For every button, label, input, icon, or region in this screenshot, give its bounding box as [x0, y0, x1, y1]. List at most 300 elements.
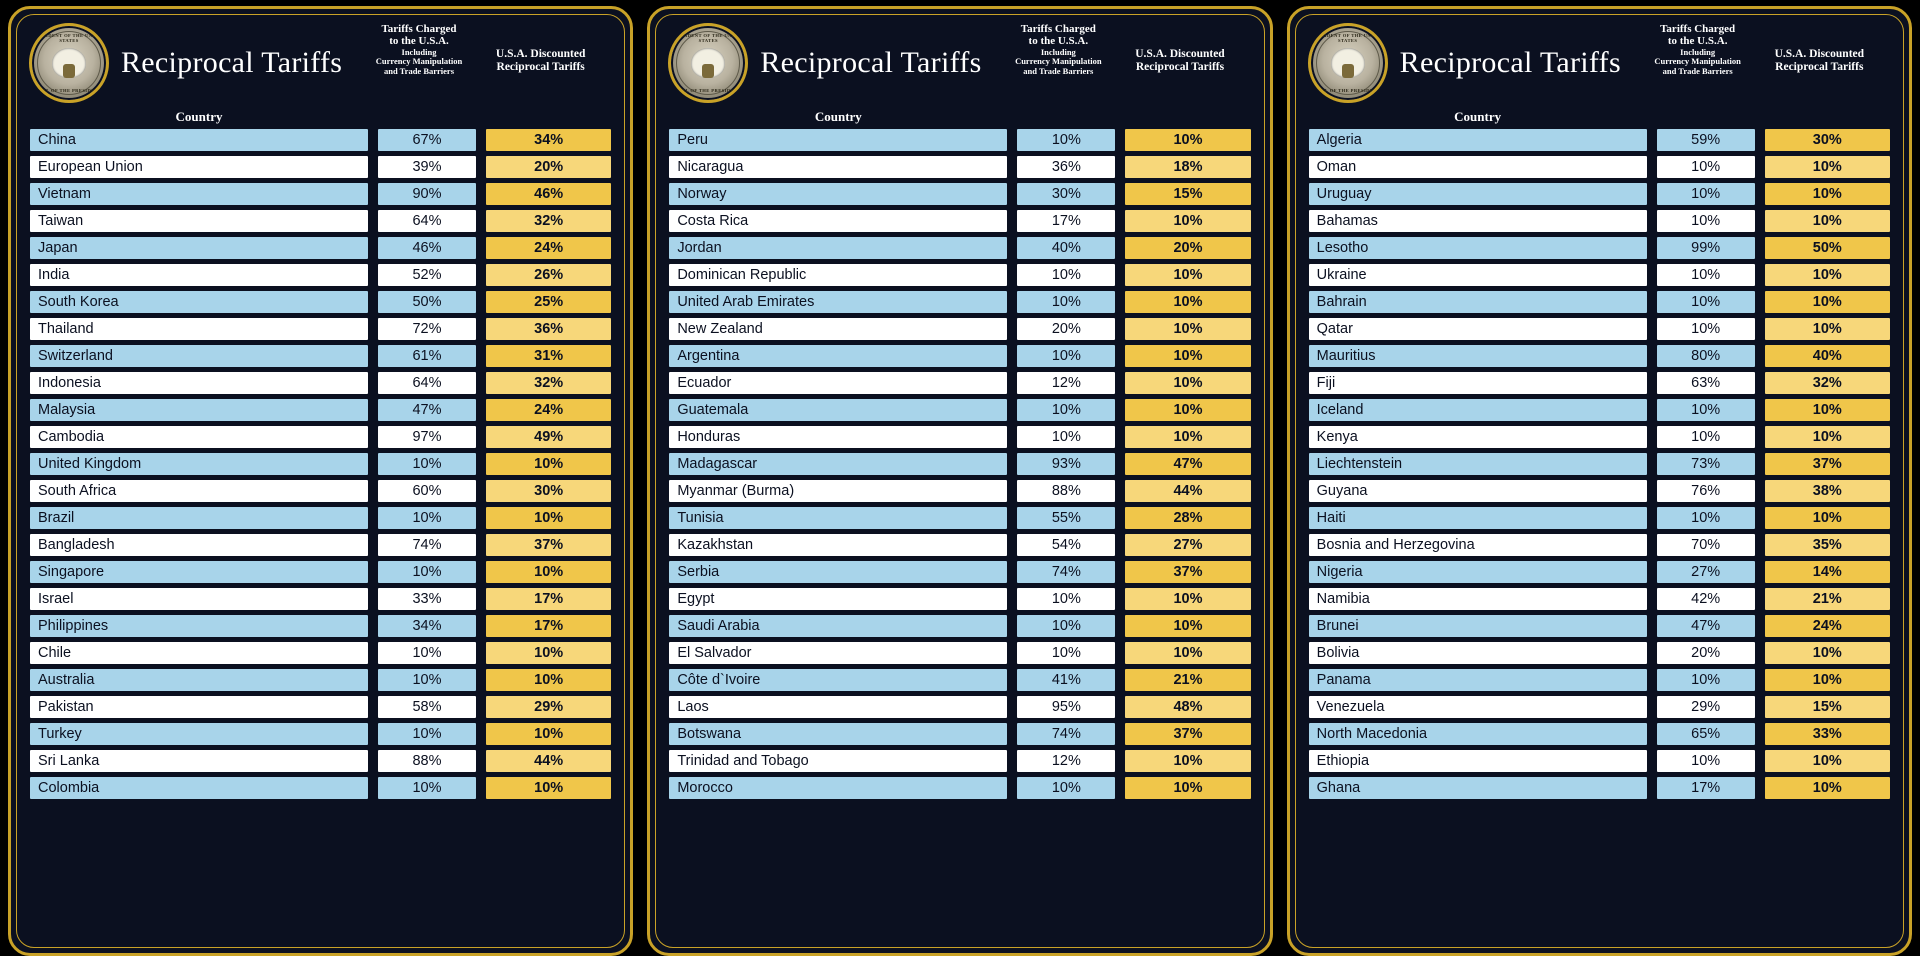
table-row	[29, 452, 612, 476]
table-row	[1308, 317, 1891, 341]
column-headers	[1648, 23, 1891, 80]
table-row	[668, 209, 1251, 233]
discount-cell: 10%	[1764, 317, 1891, 341]
tariff-cell: 33%	[377, 587, 477, 611]
country-cell: Sri Lanka	[29, 749, 369, 773]
tariff-table-2	[668, 128, 1251, 800]
table-row	[1308, 155, 1891, 179]
discount-cell: 15%	[1764, 695, 1891, 719]
country-cell: Brunei	[1308, 614, 1648, 638]
discount-cell: 30%	[485, 479, 612, 503]
country-cell: Jordan	[668, 236, 1008, 260]
table-row	[1308, 263, 1891, 287]
table-row	[668, 290, 1251, 314]
tariff-cell: 65%	[1656, 722, 1756, 746]
tariff-cell: 17%	[1016, 209, 1116, 233]
tariff-cell: 73%	[1656, 452, 1756, 476]
tariff-cell: 34%	[377, 614, 477, 638]
tariff-cell: 10%	[1656, 749, 1756, 773]
tariff-cell: 42%	[1656, 587, 1756, 611]
country-cell: South Africa	[29, 479, 369, 503]
country-cell: Dominican Republic	[668, 263, 1008, 287]
discount-cell: 33%	[1764, 722, 1891, 746]
country-cell: Chile	[29, 641, 369, 665]
table-row	[668, 344, 1251, 368]
country-cell: Algeria	[1308, 128, 1648, 152]
table-row	[1308, 533, 1891, 557]
country-cell: Philippines	[29, 614, 369, 638]
country-cell: Japan	[29, 236, 369, 260]
discount-cell: 37%	[1764, 452, 1891, 476]
tariff-cell: 10%	[1016, 587, 1116, 611]
table-row	[1308, 668, 1891, 692]
column-header-tariffs-charged	[369, 23, 469, 78]
table-row	[29, 668, 612, 692]
tariff-cell: 10%	[1016, 290, 1116, 314]
discount-cell: 37%	[485, 533, 612, 557]
discount-cell: 27%	[1124, 533, 1251, 557]
country-cell: Fiji	[1308, 371, 1648, 395]
table-row	[1308, 506, 1891, 530]
discount-cell: 50%	[1764, 236, 1891, 260]
country-cell: Qatar	[1308, 317, 1648, 341]
country-cell: Iceland	[1308, 398, 1648, 422]
tariff-cell: 10%	[377, 641, 477, 665]
country-cell: Norway	[668, 182, 1008, 206]
discount-cell: 10%	[1124, 587, 1251, 611]
country-cell: Bosnia and Herzegovina	[1308, 533, 1648, 557]
discount-cell: 28%	[1124, 506, 1251, 530]
country-cell: Indonesia	[29, 371, 369, 395]
table-row	[668, 533, 1251, 557]
discount-cell: 21%	[1124, 668, 1251, 692]
table-row	[1308, 182, 1891, 206]
discount-cell: 49%	[485, 425, 612, 449]
country-cell: Vietnam	[29, 182, 369, 206]
table-row	[668, 749, 1251, 773]
discount-cell: 10%	[1124, 749, 1251, 773]
country-cell: Côte d`Ivoire	[668, 668, 1008, 692]
tariff-cell: 41%	[1016, 668, 1116, 692]
table-row	[668, 776, 1251, 800]
table-row	[1308, 749, 1891, 773]
country-cell: United Arab Emirates	[668, 290, 1008, 314]
tariff-cell: 67%	[377, 128, 477, 152]
country-cell: Ecuador	[668, 371, 1008, 395]
discount-cell: 38%	[1764, 479, 1891, 503]
tariff-cell: 10%	[1016, 425, 1116, 449]
tariff-cell: 10%	[1016, 128, 1116, 152]
table-row	[668, 452, 1251, 476]
country-cell: Brazil	[29, 506, 369, 530]
discount-cell: 10%	[1764, 209, 1891, 233]
discount-cell: 47%	[1124, 452, 1251, 476]
discount-cell: 24%	[1764, 614, 1891, 638]
discount-cell: 21%	[1764, 587, 1891, 611]
tariff-cell: 27%	[1656, 560, 1756, 584]
discount-cell: 10%	[1124, 614, 1251, 638]
tariff-cell: 72%	[377, 317, 477, 341]
column-header-discounted-tariffs	[1108, 48, 1251, 78]
table-row	[1308, 560, 1891, 584]
table-row	[29, 128, 612, 152]
country-cell: Bahrain	[1308, 290, 1648, 314]
table-row	[29, 641, 612, 665]
tariff-cell: 29%	[1656, 695, 1756, 719]
table-row	[1308, 398, 1891, 422]
tariff-cell: 10%	[1656, 263, 1756, 287]
table-row	[29, 749, 612, 773]
tariff-cell: 74%	[1016, 560, 1116, 584]
seal-bottom-text: SEAL OF THE PRESIDENT	[36, 88, 102, 93]
country-cell: Taiwan	[29, 209, 369, 233]
tariff-cell: 10%	[377, 452, 477, 476]
table-row	[668, 722, 1251, 746]
page-title: Reciprocal Tariffs	[760, 46, 982, 79]
discount-cell: 32%	[485, 371, 612, 395]
tariff-cell: 10%	[377, 776, 477, 800]
table-row	[29, 695, 612, 719]
tariff-cell: 63%	[1656, 371, 1756, 395]
page-title: Reciprocal Tariffs	[1399, 46, 1621, 79]
tariff-header-line1: Tariffs Charged	[1020, 23, 1096, 35]
table-row	[668, 560, 1251, 584]
table-row	[668, 506, 1251, 530]
discount-cell: 20%	[1124, 236, 1251, 260]
country-cell: Costa Rica	[668, 209, 1008, 233]
seal-top-text: PRESIDENT OF THE UNITED STATES	[32, 33, 106, 43]
country-cell: Trinidad and Tobago	[668, 749, 1008, 773]
tariff-cell: 20%	[1656, 641, 1756, 665]
tariff-cell: 10%	[1016, 776, 1116, 800]
discount-cell: 10%	[1124, 344, 1251, 368]
column-header-discounted-tariffs	[1748, 48, 1891, 78]
tariff-cell: 17%	[1656, 776, 1756, 800]
discount-cell: 10%	[1124, 425, 1251, 449]
table-row	[1308, 344, 1891, 368]
discount-cell: 37%	[1124, 560, 1251, 584]
country-cell: Laos	[668, 695, 1008, 719]
discount-cell: 10%	[1124, 317, 1251, 341]
tariff-header-line5: and Trade Barriers	[383, 65, 455, 76]
table-row	[668, 668, 1251, 692]
country-cell: Bahamas	[1308, 209, 1648, 233]
table-row	[1308, 641, 1891, 665]
column-header-country: Country	[814, 109, 862, 124]
tariff-cell: 93%	[1016, 452, 1116, 476]
tariff-cell: 12%	[1016, 371, 1116, 395]
table-row	[29, 155, 612, 179]
tariff-table-3	[1308, 128, 1891, 800]
discount-cell: 32%	[485, 209, 612, 233]
tariff-header-line4: Currency Manipulation	[1654, 56, 1741, 67]
seal-and-title	[668, 23, 1008, 103]
table-row	[1308, 128, 1891, 152]
country-cell: Ukraine	[1308, 263, 1648, 287]
discount-header-line1: U.S.A. Discounted	[495, 48, 586, 61]
country-cell: China	[29, 128, 369, 152]
table-row	[29, 263, 612, 287]
tariff-header-line1: Tariffs Charged	[381, 23, 457, 35]
discount-cell: 10%	[1764, 263, 1891, 287]
tariff-header-line2: to the U.S.A.	[389, 35, 449, 48]
country-cell: Australia	[29, 668, 369, 692]
country-cell: Lesotho	[1308, 236, 1648, 260]
tariff-header-line3: Including	[401, 46, 437, 57]
tariff-cell: 47%	[377, 398, 477, 422]
table-row	[668, 128, 1251, 152]
country-cell: Israel	[29, 587, 369, 611]
seal-bottom-text: SEAL OF THE PRESIDENT	[1314, 88, 1381, 93]
country-cell: United Kingdom	[29, 452, 369, 476]
discount-cell: 46%	[485, 182, 612, 206]
country-cell: Haiti	[1308, 506, 1648, 530]
country-cell: South Korea	[29, 290, 369, 314]
tariff-header-line1: Tariffs Charged	[1660, 23, 1736, 35]
discount-cell: 25%	[485, 290, 612, 314]
column-header-tariffs-charged	[1008, 23, 1108, 78]
tariff-header-line4: Currency Manipulation	[1015, 56, 1102, 67]
table-row	[1308, 290, 1891, 314]
tariff-cell: 10%	[1016, 398, 1116, 422]
country-cell: North Macedonia	[1308, 722, 1648, 746]
country-cell: Serbia	[668, 560, 1008, 584]
tariff-cell: 10%	[1656, 668, 1756, 692]
tariff-header-line4: Currency Manipulation	[375, 56, 463, 67]
tariff-cell: 10%	[1656, 182, 1756, 206]
country-cell: New Zealand	[668, 317, 1008, 341]
discount-cell: 18%	[1124, 155, 1251, 179]
tariff-cell: 61%	[377, 344, 477, 368]
tariff-cell: 10%	[1656, 155, 1756, 179]
tariff-cell: 20%	[1016, 317, 1116, 341]
country-cell: Singapore	[29, 560, 369, 584]
tariff-cell: 10%	[1656, 398, 1756, 422]
country-cell: Kenya	[1308, 425, 1648, 449]
tariff-cell: 10%	[1656, 290, 1756, 314]
tariff-cell: 40%	[1016, 236, 1116, 260]
table-row	[29, 398, 612, 422]
discount-cell: 10%	[1764, 776, 1891, 800]
discount-cell: 36%	[485, 317, 612, 341]
table-row	[1308, 425, 1891, 449]
tariff-cell: 10%	[377, 506, 477, 530]
discount-cell: 10%	[485, 641, 612, 665]
discount-cell: 10%	[1764, 641, 1891, 665]
tariff-cell: 10%	[377, 722, 477, 746]
country-cell: Cambodia	[29, 425, 369, 449]
country-cell: Madagascar	[668, 452, 1008, 476]
table-row	[29, 776, 612, 800]
country-cell: Bangladesh	[29, 533, 369, 557]
table-row	[29, 560, 612, 584]
country-cell: Pakistan	[29, 695, 369, 719]
discount-cell: 34%	[485, 128, 612, 152]
tariff-cell: 12%	[1016, 749, 1116, 773]
table-row	[668, 641, 1251, 665]
country-cell: Egypt	[668, 587, 1008, 611]
column-header-discounted-tariffs	[469, 48, 612, 78]
table-row	[29, 533, 612, 557]
seal-and-title	[1308, 23, 1648, 103]
tariff-cell: 52%	[377, 263, 477, 287]
discount-cell: 10%	[485, 506, 612, 530]
discount-cell: 10%	[1124, 641, 1251, 665]
tariff-cell: 46%	[377, 236, 477, 260]
tariff-table-1	[29, 128, 612, 800]
country-cell: El Salvador	[668, 641, 1008, 665]
tariff-cell: 88%	[377, 749, 477, 773]
discount-cell: 44%	[1124, 479, 1251, 503]
table-row	[29, 425, 612, 449]
discount-cell: 30%	[1764, 128, 1891, 152]
discount-cell: 10%	[1764, 749, 1891, 773]
table-row	[29, 344, 612, 368]
tariff-board-2	[647, 6, 1272, 956]
country-cell: Peru	[668, 128, 1008, 152]
tariff-header-line2: to the U.S.A.	[1667, 35, 1728, 48]
discount-cell: 10%	[1124, 371, 1251, 395]
discount-cell: 35%	[1764, 533, 1891, 557]
country-cell: Oman	[1308, 155, 1648, 179]
table-row	[668, 263, 1251, 287]
discount-cell: 10%	[1764, 155, 1891, 179]
tariff-board-1	[8, 6, 633, 956]
discount-cell: 10%	[485, 722, 612, 746]
country-cell: Bolivia	[1308, 641, 1648, 665]
table-row	[668, 398, 1251, 422]
discount-cell: 10%	[1124, 290, 1251, 314]
discount-cell: 32%	[1764, 371, 1891, 395]
tariff-cell: 97%	[377, 425, 477, 449]
tariff-header-line2: to the U.S.A.	[1028, 35, 1089, 48]
table-row	[29, 290, 612, 314]
table-row	[29, 209, 612, 233]
country-cell: Namibia	[1308, 587, 1648, 611]
tariff-cell: 10%	[1016, 614, 1116, 638]
tariff-cell: 58%	[377, 695, 477, 719]
country-cell: Thailand	[29, 317, 369, 341]
table-row	[668, 425, 1251, 449]
table-row	[29, 587, 612, 611]
tariff-cell: 70%	[1656, 533, 1756, 557]
table-row	[1308, 695, 1891, 719]
tariff-cell: 80%	[1656, 344, 1756, 368]
table-row	[1308, 587, 1891, 611]
tariff-cell: 76%	[1656, 479, 1756, 503]
table-row	[29, 506, 612, 530]
table-row	[29, 722, 612, 746]
tariff-cell: 55%	[1016, 506, 1116, 530]
table-row	[29, 317, 612, 341]
discount-cell: 48%	[1124, 695, 1251, 719]
column-header-tariffs-charged	[1648, 23, 1748, 78]
tariff-header-line3: Including	[1680, 46, 1716, 57]
tariff-header-line5: and Trade Barriers	[1662, 65, 1733, 76]
discount-cell: 10%	[485, 560, 612, 584]
table-row	[668, 371, 1251, 395]
discount-cell: 15%	[1124, 182, 1251, 206]
country-cell: Colombia	[29, 776, 369, 800]
country-cell: Saudi Arabia	[668, 614, 1008, 638]
country-cell: Argentina	[668, 344, 1008, 368]
tariff-cell: 64%	[377, 371, 477, 395]
table-row	[1308, 479, 1891, 503]
country-cell: Uruguay	[1308, 182, 1648, 206]
table-row	[668, 317, 1251, 341]
country-cell: Ethiopia	[1308, 749, 1648, 773]
discount-cell: 37%	[1124, 722, 1251, 746]
discount-cell: 40%	[1764, 344, 1891, 368]
presidential-seal-icon	[668, 23, 748, 103]
tariff-cell: 10%	[1656, 425, 1756, 449]
country-cell: Botswana	[668, 722, 1008, 746]
discount-cell: 10%	[1764, 290, 1891, 314]
discount-cell: 17%	[485, 587, 612, 611]
tariff-board-3	[1287, 6, 1912, 956]
table-row	[1308, 614, 1891, 638]
country-cell: Nigeria	[1308, 560, 1648, 584]
table-row	[1308, 236, 1891, 260]
tariff-cell: 50%	[377, 290, 477, 314]
discount-cell: 10%	[1764, 668, 1891, 692]
discount-cell: 10%	[1124, 776, 1251, 800]
country-cell: European Union	[29, 155, 369, 179]
discount-cell: 24%	[485, 236, 612, 260]
discount-header-line2: Reciprocal Tariffs	[496, 61, 585, 74]
tariff-cell: 39%	[377, 155, 477, 179]
country-cell: Venezuela	[1308, 695, 1648, 719]
tariff-header-line3: Including	[1040, 46, 1076, 57]
presidential-seal-icon	[29, 23, 109, 103]
discount-cell: 14%	[1764, 560, 1891, 584]
country-cell: Malaysia	[29, 398, 369, 422]
tariff-cell: 64%	[377, 209, 477, 233]
tariff-cell: 99%	[1656, 236, 1756, 260]
country-cell: Guyana	[1308, 479, 1648, 503]
table-row	[668, 587, 1251, 611]
discount-header-line1: U.S.A. Discounted	[1135, 48, 1225, 61]
tariff-cell: 54%	[1016, 533, 1116, 557]
tariff-cell: 30%	[1016, 182, 1116, 206]
tariff-cell: 88%	[1016, 479, 1116, 503]
table-row	[668, 182, 1251, 206]
discount-cell: 31%	[485, 344, 612, 368]
tariff-header-line5: and Trade Barriers	[1023, 65, 1094, 76]
column-header-country: Country	[175, 109, 223, 124]
country-cell: Switzerland	[29, 344, 369, 368]
tariff-cell: 36%	[1016, 155, 1116, 179]
tariff-cell: 10%	[1656, 506, 1756, 530]
table-row	[29, 479, 612, 503]
board-header	[1308, 23, 1891, 103]
country-cell: Guatemala	[668, 398, 1008, 422]
country-cell: Kazakhstan	[668, 533, 1008, 557]
discount-cell: 10%	[1124, 263, 1251, 287]
discount-cell: 10%	[1764, 182, 1891, 206]
board-header	[29, 23, 612, 103]
country-cell: Honduras	[668, 425, 1008, 449]
table-row	[1308, 722, 1891, 746]
discount-header-line1: U.S.A. Discounted	[1774, 48, 1865, 61]
discount-cell: 24%	[485, 398, 612, 422]
column-headers	[1008, 23, 1251, 80]
tariff-cell: 10%	[377, 668, 477, 692]
tariff-cell: 90%	[377, 182, 477, 206]
column-headers	[369, 23, 612, 80]
tariff-cell: 10%	[1016, 344, 1116, 368]
table-row	[668, 155, 1251, 179]
